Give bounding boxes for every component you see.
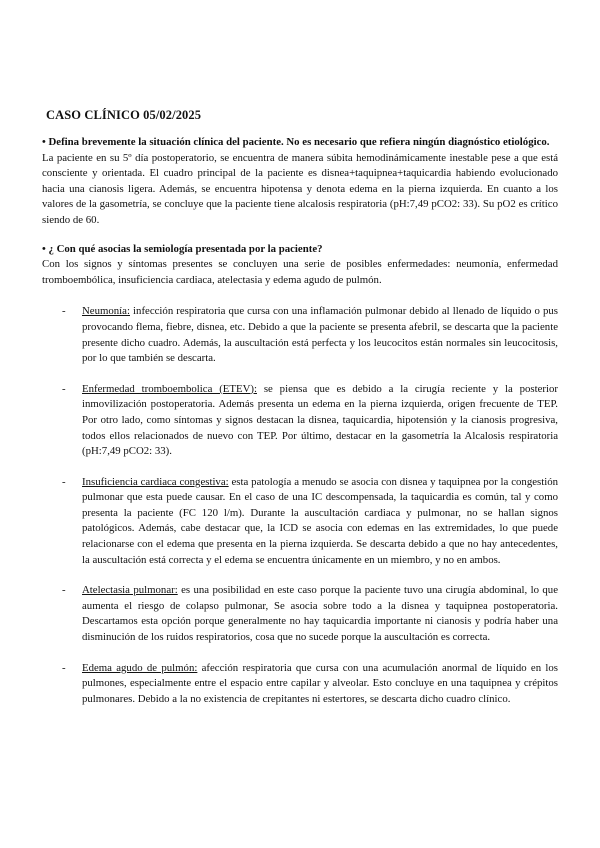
list-item-atelectasia bbox=[42, 583, 558, 645]
page-title: CASO CLÍNICO 05/02/2025 bbox=[46, 108, 202, 122]
term-insuficiencia-cardiaca: Insuficiencia cardiaca congestiva: bbox=[82, 475, 229, 488]
question-1: • Defina brevemente la situación clínica del paciente. No es necesario que refiera ningún diagnóstico etiológico. bbox=[42, 136, 550, 148]
term-edema-pulmon: Edema agudo de pulmón: bbox=[82, 661, 198, 674]
list-item-edema-pulmon bbox=[42, 661, 558, 708]
desc-edema-pulmon: afección respiratoria que cursa con una acumulación anormal de líquido en los pulmones, especialmente entre el espacio entre capilar y alveolar. Esto concluye en una taquipnea y crépitos pulmonares. Debido a la no existencia de crepitantes ni estertores, se descarta dicho cuadro clínico. bbox=[82, 661, 558, 705]
question-2: • ¿ Con qué asocias la semiología presentada por la paciente? bbox=[42, 242, 323, 255]
desc-etev: se piensa que es debido a la cirugía reciente y la posterior inmovilización postoperatoria. Además presenta un edema en la pierna izquierda, origen frecuente de TEP. Por otro lado, como síntomas y signos destacan la disnea, taquicardia, hipotensión y la cianosis progresiva, todos ellos relacionados de nuevo con TEP. Por último, destacar en la gasometría la Alcalosis respiratoria (pH:7,49 pCO2: 33). bbox=[82, 382, 558, 458]
desc-neumonia: infección respiratoria que cursa con una inflamación pulmonar debido al llenado de líquido o pus provocando flema, fiebre, disnea, etc. Debido a que la paciente se presenta afebril, se descarta que la paciente presente dicho cuadro. Además, la auscultación está perfecta y los leucocitos están normales sin leucocitosis, por lo que también se descarta. bbox=[82, 305, 558, 365]
list-dash: - bbox=[62, 305, 66, 318]
desc-atelectasia: es una posibilidad en este caso porque la paciente tuvo una cirugía abdominal, lo que aumenta el riesgo de colapso pulmonar, Se asocia sobre todo a la disnea y taquipnea postoperatoria. Descartamos esta opción porque generalmente no hay taquicardia importante ni cianosis y podría haber una disminución de los ruidos respiratorios, cosa que no sucede porque la auscultación es correcta. bbox=[82, 584, 558, 644]
list-item-etev bbox=[42, 382, 558, 460]
differential-list bbox=[42, 304, 558, 707]
document-body bbox=[42, 135, 558, 722]
list-dash: - bbox=[62, 382, 66, 395]
list-item-insuficiencia-cardiaca bbox=[42, 475, 558, 569]
list-item-neumonia bbox=[42, 304, 558, 366]
answer-1-paragraph: La paciente en su 5º día postoperatorio, se encuentra de manera súbita hemodinámicamente inestable pese a que está consciente y orientada. El cuadro principal de la paciente es disnea+taquipnea+taquicardia habiendo evolucionado hacia una cianosis ligera. Además, se encuentra hipotensa y denota edema en la pierna izquierda. En cuanto a los valores de la gasometría, se concluye que la paciente tiene alcalosis respiratoria (pH:7,49 pCO2: 33). Su pO2 es crítico siendo de 60. bbox=[42, 151, 558, 226]
term-etev: Enfermedad tromboembolica (ETEV): bbox=[82, 382, 257, 395]
term-neumonia: Neumonía: bbox=[82, 305, 130, 318]
list-dash: - bbox=[62, 661, 66, 674]
desc-insuficiencia-cardiaca: esta patología a menudo se asocia con disnea y taquipnea por la congestión pulmonar que esta puede causar. En el caso de una IC descompensada, la taquicardia es común, tal y como presenta la paciente (FC 120 l/m). Durante la auscultación cardiaca y pulmonar, no se hallan signos patológicos. Además, cabe destacar que, la ICD se asocia con edemas en las extremidades, lo que puede relacionarse con el edema que presenta en la pierna izquierda. Se descarta debido a que no hay antecedentes, la auscultación está correcta y el edema se encuentra únicamente en un miembro, y no en ambos. bbox=[82, 475, 559, 566]
list-dash: - bbox=[62, 584, 66, 597]
list-dash: - bbox=[62, 475, 66, 488]
answer-2-paragraph: Con los signos y síntomas presentes se concluyen una serie de posibles enfermedades: neumonía, enfermedad tromboembólica, insuficiencia cardiaca, atelectasia y edema agudo de pulmón. bbox=[42, 258, 558, 286]
term-atelectasia: Atelectasia pulmonar: bbox=[82, 584, 178, 597]
